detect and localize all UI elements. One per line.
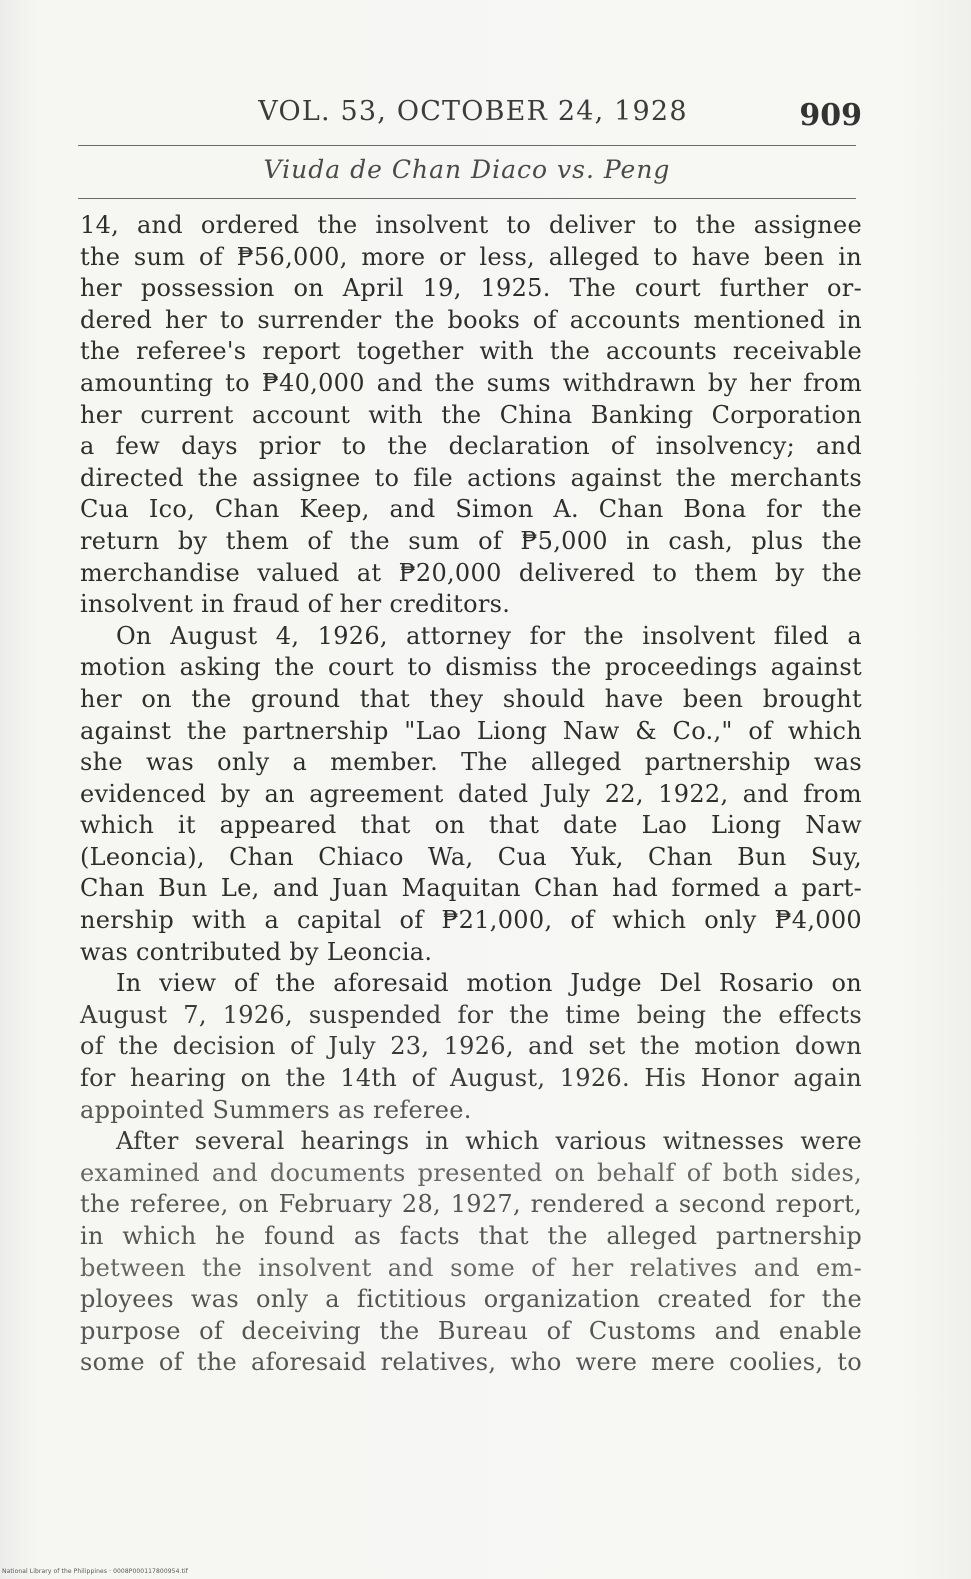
page-number: 909 — [799, 98, 862, 133]
case-title: Viuda de Chan Diaco vs. Peng — [263, 155, 671, 184]
header-rule-top — [78, 145, 856, 146]
text-line: which it appeared that on that date Lao Liong Naw — [80, 811, 862, 840]
text-line: the referee's report together with the accounts receivable — [80, 337, 862, 366]
text-line: she was only a member. The alleged partnership was — [80, 748, 862, 777]
text-line: (Leoncia), Chan Chiaco Wa, Cua Yuk, Chan Bun Suy, — [80, 842, 862, 871]
text-line: nership with a capital of ₱21,000, of which only ₱4,000 — [80, 906, 862, 935]
text-line: directed the assignee to file actions against the merchants — [80, 463, 862, 492]
text-line: August 7, 1926, suspended for the time being the effects — [80, 1000, 862, 1029]
paragraph-start-line: After several hearings in which various witnesses were — [116, 1127, 862, 1156]
text-line: 14, and ordered the insolvent to deliver to the assignee — [80, 211, 862, 239]
text-line: of the decision of July 23, 1926, and set the motion down — [80, 1032, 862, 1061]
text-line: some of the aforesaid relatives, who were mere coolies, to — [80, 1348, 862, 1377]
paragraph-start-line: On August 4, 1926, attorney for the insolvent filed a — [116, 621, 862, 650]
text-line: motion asking the court to dismiss the proceedings against — [80, 653, 862, 682]
header-rule-bottom — [78, 198, 856, 199]
text-line: the referee, on February 28, 1927, rendered a second report, — [80, 1190, 862, 1219]
text-line: her possession on April 19, 1925. The court further or- — [80, 274, 862, 303]
text-line: Chan Bun Le, and Juan Maquitan Chan had formed a part- — [80, 874, 862, 903]
running-head: VOL. 53, OCTOBER 24, 1928 — [258, 96, 688, 127]
page-header — [78, 96, 868, 140]
text-line: Cua Ico, Chan Keep, and Simon A. Chan Bona for the — [80, 495, 862, 524]
text-line: the sum of ₱56,000, more or less, alleged to have been in — [80, 242, 862, 271]
text-line: against the partnership "Lao Liong Naw & Co.," of which — [80, 716, 862, 745]
text-line: dered her to surrender the books of accounts mentioned in — [80, 305, 862, 334]
text-line: appointed Summers as referee. — [80, 1095, 472, 1124]
text-line: evidenced by an agreement dated July 22, 1922, and from — [80, 779, 862, 808]
paragraph-start-line: In view of the aforesaid motion Judge Del Rosario on — [116, 969, 862, 998]
text-line: purpose of deceiving the Bureau of Customs and enable — [80, 1316, 862, 1345]
text-line: was contributed by Leoncia. — [80, 937, 433, 966]
text-line: return by them of the sum of ₱5,000 in cash, plus the — [80, 526, 862, 555]
text-line: examined and documents presented on behalf of both sides, — [80, 1158, 862, 1187]
text-line: amounting to ₱40,000 and the sums withdrawn by her from — [80, 368, 862, 397]
text-line: insolvent in fraud of her creditors. — [80, 590, 511, 619]
text-line: for hearing on the 14th of August, 1926. His Honor again — [80, 1064, 862, 1093]
body-text — [80, 210, 862, 1379]
text-line: her on the ground that they should have been brought — [80, 684, 862, 713]
scan-footer: National Library of the Philippines · 0008P000117800954.tif — [2, 1568, 188, 1575]
text-line: her current account with the China Banking Corporation — [80, 400, 862, 429]
text-line: between the insolvent and some of her relatives and em- — [80, 1253, 862, 1282]
text-line: in which he found as facts that the alleged partnership — [80, 1222, 862, 1250]
text-line: a few days prior to the declaration of insolvency; and — [80, 432, 862, 461]
text-line: merchandise valued at ₱20,000 delivered to them by the — [80, 558, 862, 587]
text-line: ployees was only a fictitious organization created for the — [80, 1285, 862, 1314]
